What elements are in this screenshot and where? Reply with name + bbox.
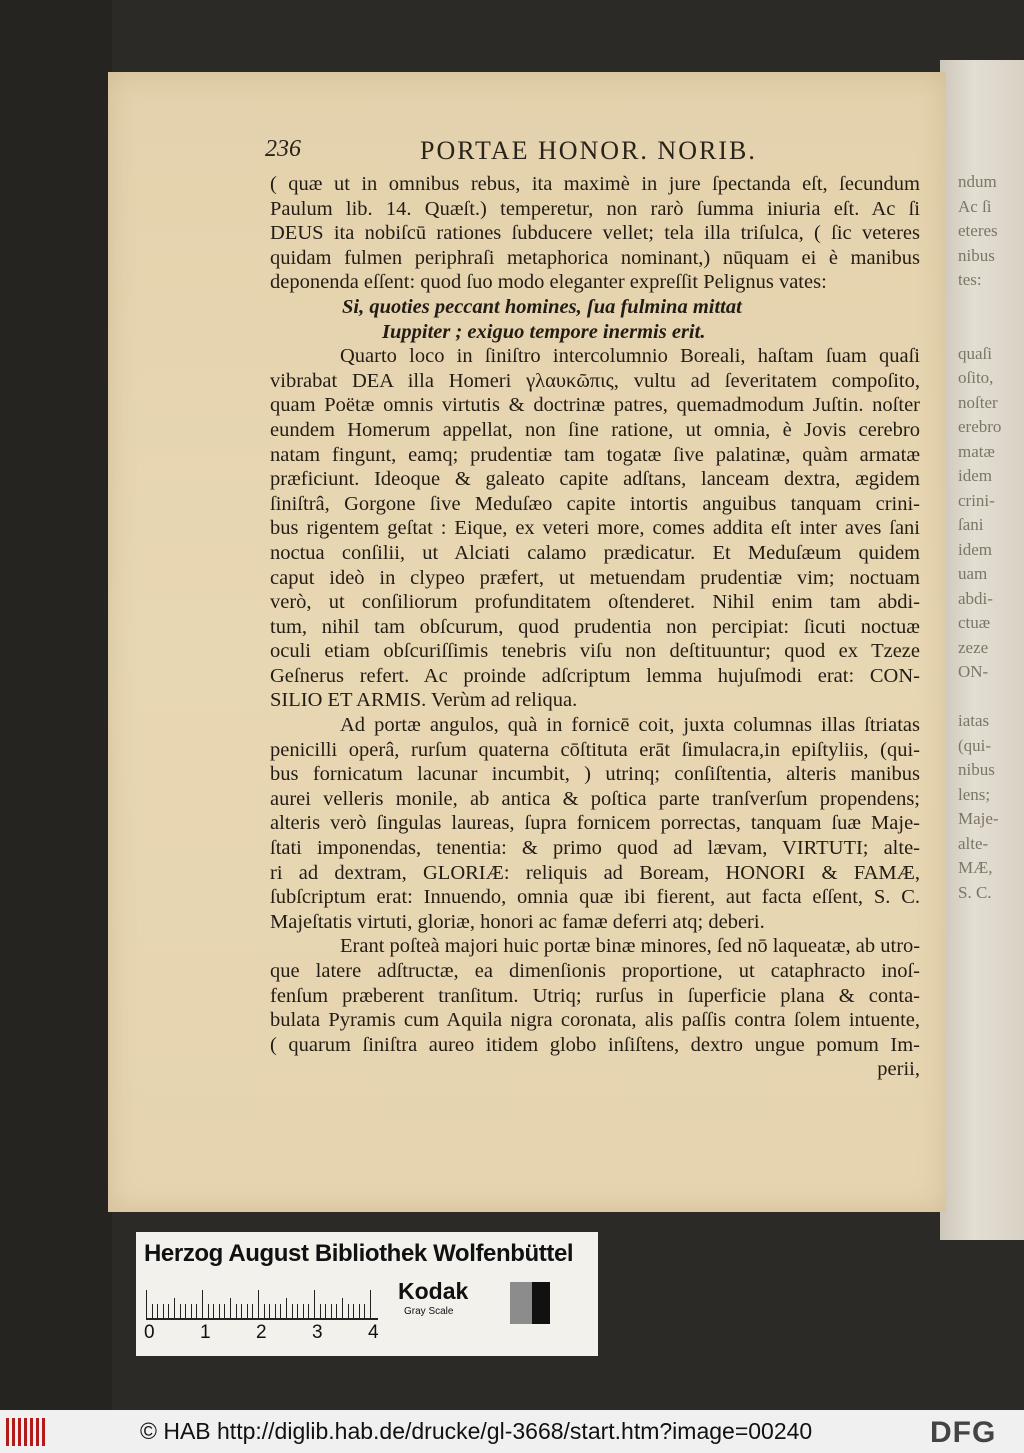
facing-page-fragment: lens; (958, 784, 991, 804)
text-line: ( quarum ſiniſtra aureo itidem globo inſiſtens, dextro ungue pomum Im- (270, 1033, 920, 1056)
facing-page-fragment: abdi- (958, 588, 993, 608)
ruler-tick (269, 1304, 270, 1318)
facing-page-fragment: erebro (958, 417, 1002, 436)
text-line: aurei velleris monile, ab antica & poſtica parte tranſverſum propendens; (270, 787, 920, 810)
dfg-logo: DFG (930, 1416, 997, 1449)
ruler-tick (275, 1304, 276, 1318)
text-line: quam Poëtæ omnis virtutis & doctrinæ patres, quemadmodum Juſtin. noſter (270, 394, 920, 417)
kodak-brand: Kodak (398, 1278, 469, 1304)
ruler-tick (247, 1304, 248, 1318)
logo-bar (24, 1418, 27, 1446)
text-line: ſtati imponendas, tenentia: & primo quod ad lævam, VIRTUTI; alte- (270, 837, 920, 860)
text-line: Geſnerus refert. Ac proinde adſcriptum lemma hujuſmodi erat: CON- (270, 664, 920, 687)
ruler-tick (180, 1304, 181, 1318)
scale-ruler (146, 1290, 378, 1320)
text-line: penicilli operâ, rurſum quaterna cōſtituta erāt ſimulacra,in epiſtyliis, (qui- (270, 738, 920, 761)
text-line: bus rigentem geſtat : Eique, ex veteri more, comes addita eſt inter aves ſani (270, 517, 920, 540)
page-text (270, 172, 920, 1082)
facing-page-fragment: alte- (958, 833, 989, 853)
ruler-tick (196, 1304, 197, 1318)
facing-page-fragment: idem (958, 539, 992, 559)
scale-number: 3 (312, 1322, 323, 1343)
logo-bar (12, 1418, 15, 1446)
facing-page-text (958, 170, 1024, 902)
scale-numbers (144, 1322, 394, 1346)
ruler-tick (202, 1290, 203, 1318)
facing-page-fragment: ndum (958, 172, 997, 191)
library-name: Herzog August Bibliothek Wolfenbüttel (144, 1240, 574, 1267)
text-line: præficiunt. Ideoque & galeato capite adſtans, lanceam dextra, ægidem (270, 468, 920, 491)
ruler-tick (163, 1304, 164, 1318)
logo-bar (42, 1418, 45, 1446)
text-line: vibrabat DEA illa Homeri γλαυκῶπις, vultu ad ſeveritatem compoſito, (270, 369, 920, 392)
text-line: oculi etiam obſcuriſſimis tenebris viſu non deſtituuntur; quod ex Tzeze (270, 640, 920, 663)
text-line: natam fingunt, eamq; prudentiæ tam togatæ ſive palatinæ, quàm armatæ (270, 443, 920, 466)
facing-page-fragment: uam (958, 564, 988, 583)
verse-line: Iuppiter ; exiguo tempore inermis erit. (382, 320, 706, 343)
ruler-tick (314, 1290, 315, 1318)
text-line: DEUS ita nobiſcū rationes ſubducere vellet; tela illa triſulca, ( ſic veteres (270, 222, 920, 245)
facing-page-fragment: zeze (958, 637, 989, 657)
facing-page-fragment (958, 317, 1024, 342)
text-line: quidam fulmen periphraſi metaphorica nominant,) nūquam ei è manibus (270, 246, 920, 269)
text-line: ſiniſtrâ, Gorgone ſive Meduſæo capite intortis anguibus tanquam crini- (270, 492, 920, 515)
ruler-tick (185, 1304, 186, 1318)
text-line: ri ad dextram, GLORIÆ: reliquis ad Boream, HONORI & FAMÆ, (270, 861, 920, 884)
text-line: fenſum præberent tranſitum. Utriq; rurſus in ſuperficie plana & conta- (270, 984, 920, 1007)
scale-number: 2 (256, 1322, 267, 1343)
ruler-tick (252, 1304, 253, 1318)
gray-scale-label: Gray Scale (404, 1306, 454, 1317)
facing-page-fragment: tes: (958, 270, 982, 289)
ruler-tick (325, 1304, 326, 1318)
copyright-url[interactable]: © HAB http://diglib.hab.de/drucke/gl-3668/start.htm?image=00240 (140, 1418, 813, 1444)
facing-page-fragment: Ac ſi (958, 196, 992, 216)
ruler-tick (152, 1304, 153, 1318)
ruler-tick (264, 1304, 265, 1318)
text-line: Paulum lib. 14. Quæſt.) temperetur, non rarò ſumma iniuria eſt. Ac ſi (270, 197, 920, 220)
facing-page-fragment: matæ (958, 441, 995, 461)
facing-page-fragment: iatas (958, 711, 990, 730)
verse-line: Si, quoties peccant homines, ſua fulmina mittat (342, 295, 742, 318)
ruler-tick (320, 1304, 321, 1318)
ruler-tick (359, 1304, 360, 1318)
ruler-tick (342, 1298, 343, 1318)
text-line: deponenda eſſent: quod ſuo modo eleganter expreſſit Pelignus vates: (270, 271, 827, 294)
ruler-tick (230, 1298, 231, 1318)
scan-background-left (0, 0, 112, 1410)
color-calibration-card (136, 1232, 598, 1356)
logo-bar (18, 1418, 21, 1446)
facing-page-fragment: ſani (958, 515, 984, 534)
facing-page-fragment: quaſi (958, 343, 992, 363)
running-title: PORTAE HONOR. NORIB. (420, 136, 757, 165)
ruler-tick (258, 1290, 259, 1318)
text-line: tum, nihil tam obſcurum, quod prudentia non percipiat: ſicuti noctuæ (270, 615, 920, 638)
hab-logo-icon (6, 1418, 48, 1446)
text-line: Erant poſteà majori huic portæ binæ minores, ſed nō laqueatæ, ab utro- (340, 935, 921, 958)
facing-page-fragment (958, 293, 1024, 318)
ruler-tick (241, 1304, 242, 1318)
paragraph-3 (270, 713, 920, 934)
ruler-tick (280, 1304, 281, 1318)
paragraph-4 (270, 934, 920, 1082)
ruler-tick (331, 1304, 332, 1318)
page-number: 236 (265, 136, 301, 162)
facing-page-fragment: ON- (958, 662, 989, 681)
catchword: perii, (877, 1058, 920, 1081)
ruler-tick (208, 1304, 209, 1318)
facing-page-fragment: (qui- (958, 735, 992, 755)
black-swatch (532, 1282, 550, 1324)
text-line: ſubſcriptum erat: Innuendo, omnia quæ ibi fierent, aut facta eſſent, S. C. (270, 886, 920, 909)
ruler-tick (157, 1304, 158, 1318)
text-line: que latere adſtructæ, ea dimenſionis proportione, ut cataphracto inoſ- (270, 960, 920, 982)
facing-page-fragment: noſter (958, 392, 998, 412)
ruler-tick (224, 1304, 225, 1318)
facing-page-fragment: crini- (958, 490, 995, 510)
facing-page-fragment: Maje- (958, 809, 999, 828)
ruler-tick (213, 1304, 214, 1318)
ruler-tick (308, 1304, 309, 1318)
text-line: Ad portæ angulos, quà in fornicē coit, juxta columnas illas ſtriatas (340, 714, 920, 737)
text-line: SILIO ET ARMIS. Verùm ad reliqua. (270, 689, 578, 712)
text-line: Majeſtatis virtuti, gloriæ, honori ac famæ deferri atq; deberi. (270, 910, 765, 933)
text-line: bulata Pyramis cum Aquila nigra coronata, alis paſſis contra ſolem intuente, (270, 1009, 920, 1032)
paragraph-1 (270, 172, 920, 295)
logo-bar (30, 1418, 33, 1446)
footer-bar (0, 1410, 1024, 1453)
facing-page-fragment: S. C. (958, 882, 992, 902)
logo-bar (36, 1418, 39, 1446)
scale-number: 1 (200, 1322, 211, 1343)
scale-number: 4 (368, 1322, 379, 1343)
ruler-tick (303, 1304, 304, 1318)
ruler-tick (286, 1298, 287, 1318)
logo-bar (6, 1418, 9, 1446)
ruler-tick (370, 1290, 371, 1318)
ruler-tick (168, 1304, 169, 1318)
scale-number: 0 (144, 1322, 155, 1343)
text-line: caput ideò in clypeo præfert, ut metuendam prudentiæ vim; noctuam (270, 566, 920, 589)
ruler-tick (348, 1304, 349, 1318)
running-head (265, 136, 785, 166)
text-line: alteris verò ſingulas laureas, ſupra fornicem porrectas, tanquam ſuæ Maje- (270, 812, 920, 835)
facing-page-fragment: nibus (958, 245, 995, 265)
verse-quotation (270, 295, 920, 344)
ruler-tick (174, 1298, 175, 1318)
text-line: noctua conſilii, ut Alciati calamo prædicatur. Et Meduſæum quidem (270, 541, 920, 564)
ruler-tick (146, 1290, 147, 1318)
text-line: bus fornicatum lacunar incumbit, ) utrinq; conſiſtentia, alteris manibus (270, 763, 920, 786)
ruler-tick (364, 1304, 365, 1318)
ruler-tick (297, 1304, 298, 1318)
facing-page-fragment: eteres (958, 221, 998, 240)
ruler-tick (236, 1304, 237, 1318)
ruler-tick (336, 1304, 337, 1318)
ruler-tick (191, 1304, 192, 1318)
facing-page-fragment: ctuæ (958, 613, 991, 632)
text-line: ( quæ ut in omnibus rebus, ita maximè in jure ſpectanda eſt, ſecundum (270, 173, 920, 195)
facing-page-fragment: oſito, (958, 368, 994, 387)
ruler-tick (292, 1304, 293, 1318)
text-line: verò, ut conſiliorum profunditatem oſtenderet. Nihil enim tam abdi- (270, 591, 920, 614)
paragraph-2 (270, 344, 920, 713)
facing-page-fragment: idem (958, 466, 992, 485)
gray-swatch (510, 1282, 532, 1324)
facing-page-fragment (958, 685, 1024, 710)
text-line: Quarto loco in ſiniſtro intercolumnio Boreali, haſtam ſuam quaſi (340, 345, 920, 368)
ruler-tick (219, 1304, 220, 1318)
ruler-tick (353, 1304, 354, 1318)
facing-page-fragment: MÆ, (958, 858, 993, 877)
text-line: eundem Homerum appellat, non ſine ratione, ut omnia, è Jovis cerebro (270, 418, 920, 441)
facing-page-fragment: nibus (958, 760, 995, 779)
